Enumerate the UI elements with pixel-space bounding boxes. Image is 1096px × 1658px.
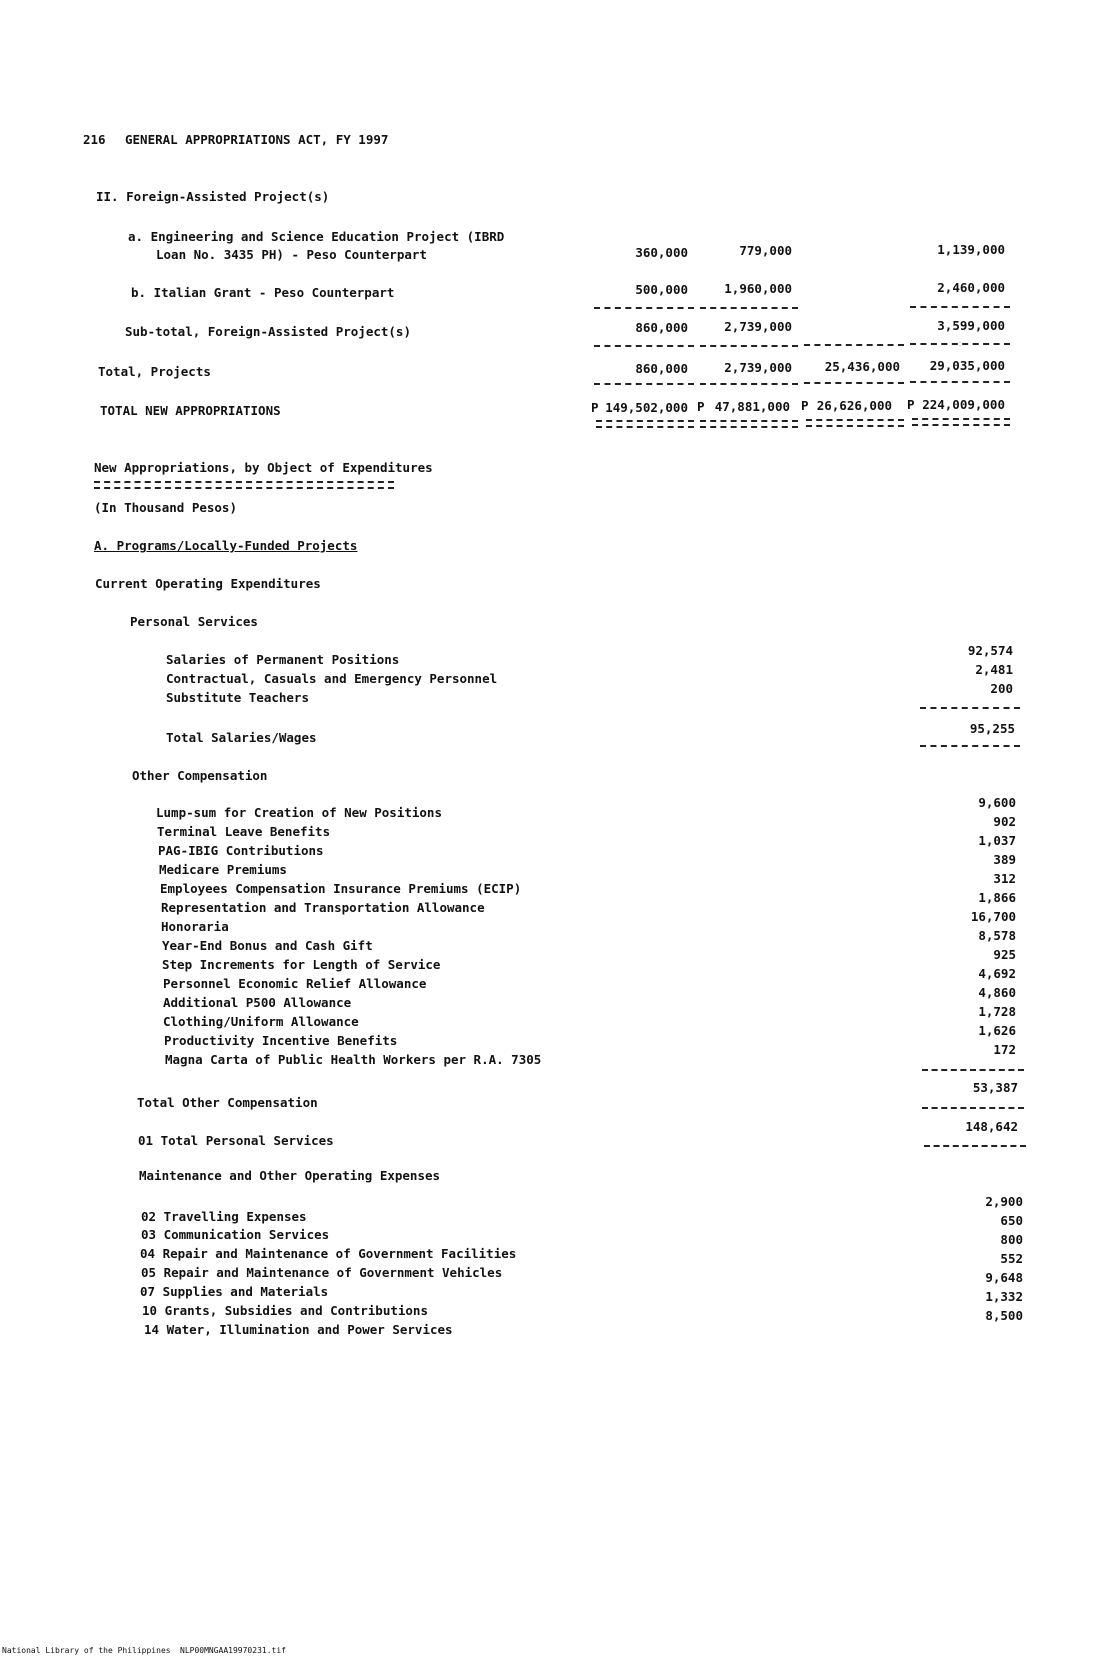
item-a-col2: 779,000: [739, 243, 792, 258]
line-item-label: Magna Carta of Public Health Workers per R.A. 7305: [165, 1052, 542, 1067]
line-item-label: Year-End Bonus and Cash Gift: [162, 938, 373, 953]
object-heading: New Appropriations, by Object of Expenditures: [94, 460, 433, 475]
line-item-value: 1,866: [978, 890, 1016, 905]
line-item-value: 9,648: [985, 1270, 1023, 1285]
double-rule: [596, 420, 694, 428]
line-item-value: 1,728: [978, 1004, 1016, 1019]
rule: [924, 1145, 1026, 1147]
item-b-col1: 500,000: [635, 282, 688, 297]
line-item-label: 10 Grants, Subsidies and Contributions: [142, 1303, 428, 1318]
rule: [920, 745, 1020, 747]
item-a-label-line2: Loan No. 3435 PH) - Peso Counterpart: [156, 247, 427, 262]
line-item-label: Representation and Transportation Allowance: [161, 900, 485, 915]
total-new-label: TOTAL NEW APPROPRIATIONS: [100, 403, 281, 418]
rule: [910, 381, 1010, 383]
item-a-col4: 1,139,000: [937, 242, 1005, 257]
currency-symbol: P: [801, 398, 809, 413]
rule: [700, 383, 798, 385]
line-item-value: 2,481: [975, 662, 1013, 677]
rule: [922, 1107, 1024, 1109]
rule: [594, 383, 694, 385]
line-item-value: 1,037: [978, 833, 1016, 848]
line-item-value: 92,574: [967, 643, 1013, 658]
foreign-assisted-heading: II. Foreign-Assisted Project(s): [96, 189, 330, 204]
line-item-value: 9,600: [978, 795, 1016, 810]
line-item-label: Honoraria: [161, 919, 229, 934]
item-b-col2: 1,960,000: [724, 281, 792, 296]
line-item-value: 925: [993, 947, 1016, 962]
total-projects-col4: 29,035,000: [929, 358, 1005, 373]
line-item-label: PAG-IBIG Contributions: [158, 843, 324, 858]
footer-library: National Library of the Philippines: [2, 1646, 171, 1655]
line-item-label: 03 Communication Services: [141, 1227, 330, 1242]
total-projects-col1: 860,000: [635, 361, 688, 376]
line-item-label: Lump-sum for Creation of New Positions: [156, 805, 442, 820]
total-new-col4: 224,009,000: [922, 397, 1005, 412]
currency-symbol: P: [697, 399, 705, 414]
rule: [910, 306, 1010, 308]
line-item-label: Employees Compensation Insurance Premiums (ECIP): [160, 881, 522, 896]
subtotal-col1: 860,000: [635, 320, 688, 335]
line-item-label: 04 Repair and Maintenance of Government Facilities: [140, 1246, 517, 1261]
total-new-col2: 47,881,000: [714, 399, 790, 414]
total-other-comp-value: 53,387: [972, 1080, 1018, 1095]
total-other-comp-label: Total Other Compensation: [137, 1095, 318, 1110]
unit-note: (In Thousand Pesos): [94, 500, 237, 515]
line-item-value: 8,500: [985, 1308, 1023, 1323]
line-item-label: Substitute Teachers: [166, 690, 309, 705]
rule: [920, 707, 1020, 709]
line-item-value: 1,626: [978, 1023, 1016, 1038]
item-a-col1: 360,000: [635, 245, 688, 260]
line-item-label: Personnel Economic Relief Allowance: [163, 976, 427, 991]
rule: [594, 307, 694, 309]
rule: [804, 382, 904, 384]
double-rule: [700, 420, 798, 428]
line-item-value: 16,700: [970, 909, 1016, 924]
line-item-value: 312: [993, 871, 1016, 886]
line-item-value: 650: [1000, 1213, 1023, 1228]
rule: [804, 344, 904, 346]
double-rule: [912, 418, 1010, 426]
item-b-col4: 2,460,000: [937, 280, 1005, 295]
line-item-label: Medicare Premiums: [159, 862, 287, 877]
subtotal-col4: 3,599,000: [937, 318, 1005, 333]
line-item-label: 07 Supplies and Materials: [140, 1284, 329, 1299]
line-item-value: 8,578: [978, 928, 1016, 943]
line-item-value: 2,900: [985, 1194, 1023, 1209]
total-projects-label: Total, Projects: [98, 364, 211, 379]
currency-symbol: P: [907, 397, 915, 412]
line-item-label: Terminal Leave Benefits: [157, 824, 331, 839]
line-item-value: 800: [1000, 1232, 1023, 1247]
page-number: 216: [83, 132, 106, 147]
total-salaries-value: 95,255: [969, 721, 1015, 736]
subtotal-label: Sub-total, Foreign-Assisted Project(s): [125, 324, 411, 339]
line-item-label: 02 Travelling Expenses: [141, 1209, 307, 1224]
total-new-col1: 149,502,000: [605, 400, 688, 415]
currency-symbol: P: [591, 400, 599, 415]
total-projects-col2: 2,739,000: [724, 360, 792, 375]
programs-heading: A. Programs/Locally-Funded Projects: [94, 538, 358, 553]
line-item-value: 552: [1000, 1251, 1023, 1266]
mooe-heading: Maintenance and Other Operating Expenses: [139, 1168, 441, 1183]
subtotal-col2: 2,739,000: [724, 319, 792, 334]
coe-heading: Current Operating Expenditures: [95, 576, 321, 591]
total-salaries-label: Total Salaries/Wages: [166, 730, 317, 745]
total-projects-col3: 25,436,000: [824, 359, 900, 374]
line-item-value: 172: [993, 1042, 1016, 1057]
line-item-value: 4,860: [978, 985, 1016, 1000]
line-item-value: 4,692: [978, 966, 1016, 981]
line-item-value: 389: [993, 852, 1016, 867]
line-item-label: Contractual, Casuals and Emergency Personnel: [166, 671, 498, 686]
other-comp-heading: Other Compensation: [132, 768, 268, 783]
page-title: GENERAL APPROPRIATIONS ACT, FY 1997: [125, 132, 389, 147]
line-item-label: 05 Repair and Maintenance of Government Vehicles: [141, 1265, 503, 1280]
rule: [700, 307, 798, 309]
total-personal-value: 148,642: [965, 1119, 1018, 1134]
personal-services-heading: Personal Services: [130, 614, 258, 629]
line-item-label: 14 Water, Illumination and Power Services: [144, 1322, 453, 1337]
rule: [700, 345, 798, 347]
line-item-label: Productivity Incentive Benefits: [164, 1033, 398, 1048]
double-rule: [806, 419, 904, 427]
rule: [594, 345, 694, 347]
double-rule: [94, 481, 394, 489]
line-item-label: Clothing/Uniform Allowance: [163, 1014, 359, 1029]
line-item-label: Additional P500 Allowance: [163, 995, 352, 1010]
item-b-label: b. Italian Grant - Peso Counterpart: [131, 285, 395, 300]
line-item-value: 200: [990, 681, 1013, 696]
line-item-value: 902: [993, 814, 1016, 829]
line-item-label: Salaries of Permanent Positions: [166, 652, 400, 667]
rule: [922, 1069, 1024, 1071]
line-item-value: 1,332: [985, 1289, 1023, 1304]
total-new-col3: 26,626,000: [816, 398, 892, 413]
line-item-label: Step Increments for Length of Service: [162, 957, 441, 972]
total-personal-label: 01 Total Personal Services: [138, 1133, 334, 1148]
item-a-label-line1: a. Engineering and Science Education Project (IBRD: [128, 229, 505, 244]
footer-file: NLP00MNGAA19970231.tif: [180, 1646, 286, 1655]
rule: [910, 343, 1010, 345]
